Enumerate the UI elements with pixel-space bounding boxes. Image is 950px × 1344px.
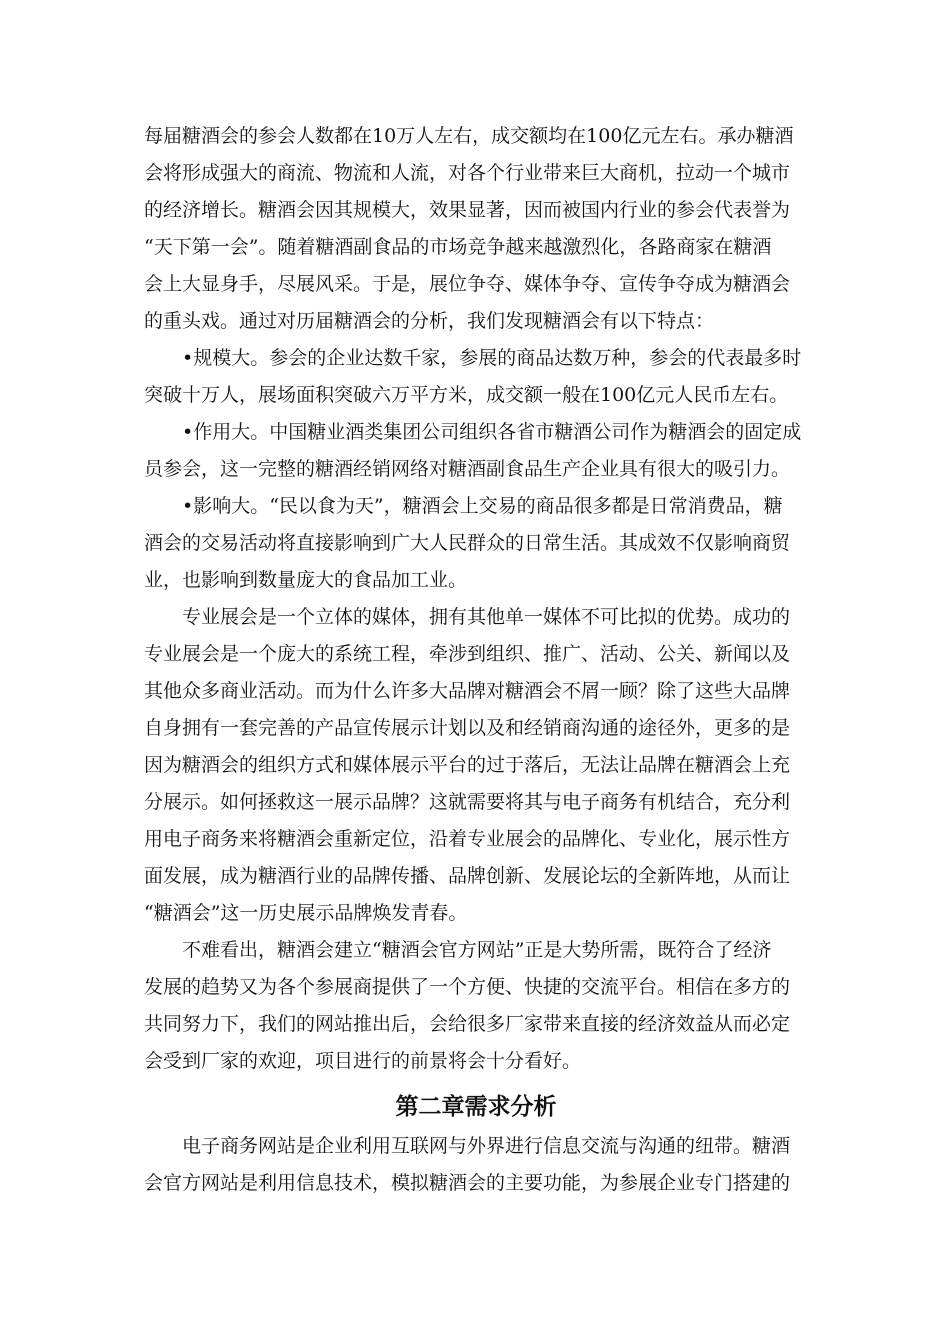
chapter-paragraph bbox=[144, 1128, 808, 1202]
bullet-line: •影响大。“民以食为天”，糖酒会上交易的商品很多都是日常消费品，糖 bbox=[182, 495, 783, 517]
chapter-heading: 第二章需求分析 bbox=[395, 1094, 557, 1120]
expo-paragraph bbox=[144, 599, 808, 932]
paragraph-line: 专业展会是一个庞大的系统工程，牵涉到组织、推广、活动、公关、新闻以及 bbox=[144, 643, 791, 665]
conclusion-paragraph bbox=[144, 932, 808, 1080]
paragraph-line: 不难看出，糖酒会建立“糖酒会官方网站”正是大势所需，既符合了经济 bbox=[182, 939, 772, 961]
bullet-line: •规模大。参会的企业达数千家，参展的商品达数万种，参会的代表最多时 bbox=[182, 347, 802, 369]
bullet-line: 突破十万人，展场面积突破六万平方米，成交额一般在100亿元人民币左右。 bbox=[144, 384, 789, 406]
paragraph-line: 的重头戏。通过对历届糖酒会的分析，我们发现糖酒会有以下特点： bbox=[144, 310, 715, 332]
paragraph-line: 其他众多商业活动。而为什么许多大品牌对糖酒会不屑一顾？除了这些大品牌 bbox=[144, 680, 791, 702]
paragraph-line: 会受到厂家的欢迎，项目进行的前景将会十分看好。 bbox=[144, 1050, 582, 1072]
bullet-line: 业，也影响到数量庞大的食品加工业。 bbox=[144, 569, 468, 591]
paragraph-line: 会将形成强大的商流、物流和人流，对各个行业带来巨大商机，拉动一个城市 bbox=[144, 162, 791, 184]
paragraph-line: 分展示。如何拯救这一展示品牌？这就需要将其与电子商务有机结合，充分利 bbox=[144, 791, 791, 813]
bullet-line: •作用大。中国糖业酒类集团公司组织各省市糖酒公司作为糖酒会的固定成 bbox=[182, 421, 802, 443]
paragraph-line: 自身拥有一套完善的产品宣传展示计划以及和经销商沟通的途径外，更多的是 bbox=[144, 717, 791, 739]
bullet-function bbox=[144, 414, 808, 488]
paragraph-line: 面发展，成为糖酒行业的品牌传播、品牌创新、发展论坛的全新阵地，从而让 bbox=[144, 865, 791, 887]
bullet-line: 员参会，这一完整的糖酒经销网络对糖酒副食品生产企业具有很大的吸引力。 bbox=[144, 458, 791, 480]
paragraph-line: “糖酒会”这一历史展示品牌焕发青春。 bbox=[144, 902, 468, 924]
bullet-influence bbox=[144, 488, 808, 599]
paragraph-line: 会官方网站是利用信息技术，模拟糖酒会的主要功能，为参展企业专门搭建的 bbox=[144, 1172, 791, 1194]
paragraph-line: 会上大显身手，尽展风采。于是，展位争夺、媒体争夺、宣传争夺成为糖酒会 bbox=[144, 273, 791, 295]
paragraph-line: “天下第一会”。随着糖酒副食品的市场竞争越来越激烈化，各路商家在糖酒 bbox=[144, 236, 772, 258]
paragraph-line: 因为糖酒会的组织方式和媒体展示平台的过于落后，无法让品牌在糖酒会上充 bbox=[144, 754, 791, 776]
paragraph-line: 电子商务网站是企业利用互联网与外界进行信息交流与沟通的纽带。糖酒 bbox=[182, 1135, 791, 1157]
paragraph-line: 发展的趋势又为各个参展商提供了一个方便、快捷的交流平台。相信在多方的 bbox=[144, 976, 791, 998]
paragraph-line: 的经济增长。糖酒会因其规模大，效果显著，因而被国内行业的参会代表誉为 bbox=[144, 199, 791, 221]
paragraph-line: 专业展会是一个立体的媒体，拥有其他单一媒体不可比拟的优势。成功的 bbox=[182, 606, 791, 628]
bullet-scale bbox=[144, 340, 808, 414]
paragraph-line: 用电子商务来将糖酒会重新定位，沿着专业展会的品牌化、专业化，展示性方 bbox=[144, 828, 791, 850]
paragraph-line: 每届糖酒会的参会人数都在10万人左右，成交额均在100亿元左右。承办糖酒 bbox=[144, 125, 794, 147]
document-body bbox=[144, 118, 808, 1202]
bullet-line: 酒会的交易活动将直接影响到广大人民群众的日常生活。其成效不仅影响商贸 bbox=[144, 532, 791, 554]
intro-paragraph bbox=[144, 118, 808, 340]
paragraph-line: 共同努力下，我们的网站推出后，会给很多厂家带来直接的经济效益从而必定 bbox=[144, 1013, 791, 1035]
